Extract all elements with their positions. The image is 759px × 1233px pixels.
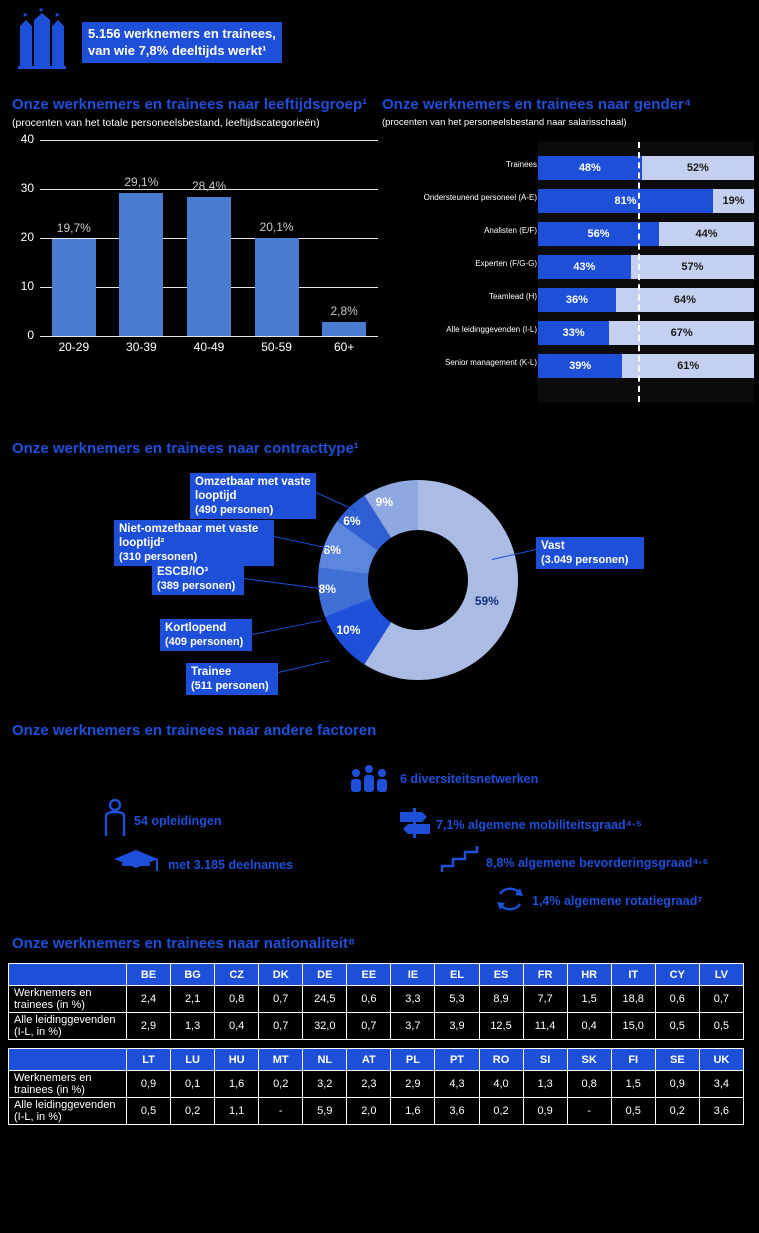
column-header: CY (655, 964, 699, 986)
headline-banner (82, 22, 282, 63)
factor-promotion-rate: 8,8% algemene bevorderingsgraad⁴·⁶ (486, 856, 709, 870)
table-header-row (9, 964, 744, 986)
table-cell: 0,8 (215, 986, 259, 1013)
bar-segment-men: 61% (622, 354, 754, 378)
callout-count: (409 personen) (165, 636, 244, 648)
table-cell: 8,9 (479, 986, 523, 1013)
x-axis-label: 30-39 (126, 340, 157, 354)
table-cell: 0,6 (347, 986, 391, 1013)
column-header: DE (303, 964, 347, 986)
bar-value-label: 28,4% (191, 178, 227, 193)
row-header: Werknemers en trainees (in %) (9, 986, 127, 1013)
bar-segment-men: 64% (616, 288, 754, 312)
table-cell: 3,9 (435, 1013, 479, 1040)
gender-bar-row (538, 288, 754, 312)
callout-label: ESCB/IO³ (157, 566, 209, 578)
gender-chart-subtitle: (procenten van het personeelsbestand naar salarisschaal) (382, 117, 627, 128)
table-cell: 11,4 (523, 1013, 567, 1040)
bar-segment-women: 43% (538, 255, 631, 279)
y-axis-tick: 10 (20, 279, 34, 293)
y-axis-tick: 30 (20, 181, 34, 195)
table-cell: 3,7 (391, 1013, 435, 1040)
factor-diversity-networks: 6 diversiteitsnetwerken (400, 772, 539, 786)
bar-segment-women: 48% (538, 156, 642, 180)
column-header: NL (303, 1049, 347, 1071)
callout-count: (389 personen) (157, 580, 236, 592)
table-cell: 1,5 (567, 986, 611, 1013)
column-header: MT (259, 1049, 303, 1071)
table-row (9, 1098, 744, 1125)
donut-slice-label: 59% (474, 594, 499, 609)
callout-label: Niet-omzetbaar met vaste looptijd² (119, 523, 259, 549)
bar-segment-women: 39% (538, 354, 622, 378)
column-header: LT (127, 1049, 171, 1071)
table-cell: 0,2 (259, 1071, 303, 1098)
table-cell: 0,6 (655, 986, 699, 1013)
column-header: ES (479, 964, 523, 986)
bar-value-label: 20,1% (259, 219, 294, 234)
table-cell: 0,9 (523, 1098, 567, 1125)
gender-bar-row (538, 156, 754, 180)
table-cell: 5,3 (435, 986, 479, 1013)
table-cell: 3,6 (699, 1098, 743, 1125)
other-factors-block (8, 722, 748, 922)
headline-line-1: 5.156 werknemers en trainees, (88, 26, 276, 41)
row-header: Alle leidinggevenden (I-L, in %) (9, 1013, 127, 1040)
row-header: Alle leidinggevenden (I-L, in %) (9, 1098, 127, 1125)
bar-segment-women: 33% (538, 321, 609, 345)
column-header: LU (171, 1049, 215, 1071)
bar-segment-men: 19% (713, 189, 754, 213)
svg-text:★: ★ (22, 12, 29, 19)
table-cell: 0,2 (655, 1098, 699, 1125)
bar (119, 193, 163, 336)
stairs-icon (440, 844, 480, 874)
table-cell: 1,5 (611, 1071, 655, 1098)
gender-bar-row (538, 255, 754, 279)
bar-segment-women: 81% (538, 189, 713, 213)
other-factors-title: Onze werknemers en trainees naar andere factoren (12, 722, 377, 739)
donut-slice-label: 8% (318, 582, 336, 597)
table-cell: 2,3 (347, 1071, 391, 1098)
table-cell: 0,2 (171, 1098, 215, 1125)
age-chart-block (8, 96, 378, 375)
table-row (9, 1071, 744, 1098)
donut-slice-label: 10% (336, 622, 361, 637)
bar-segment-women: 36% (538, 288, 616, 312)
column-header: UK (699, 1049, 743, 1071)
donut-callout (114, 520, 274, 566)
callout-label: Trainee (191, 666, 232, 678)
table-cell: 2,0 (347, 1098, 391, 1125)
table-cell: 3,6 (435, 1098, 479, 1125)
column-header: PT (435, 1049, 479, 1071)
column-header: DK (259, 964, 303, 986)
column-header: BG (171, 964, 215, 986)
factor-participations: met 3.185 deelnames (168, 858, 294, 872)
column-header: BE (127, 964, 171, 986)
table-cell: 0,2 (479, 1098, 523, 1125)
callout-label: Vast (541, 540, 565, 552)
gender-category-label: Analisten (E/F) (484, 226, 537, 235)
row-header: Werknemers en trainees (in %) (9, 1071, 127, 1098)
callout-label: Kortlopend (165, 622, 227, 634)
bar-value-label: 2,8% (330, 304, 358, 319)
factor-mobility-rate: 7,1% algemene mobiliteitsgraad⁴·⁵ (436, 818, 642, 832)
factor-rotation-rate: 1,4% algemene rotatiegraad⁷ (532, 894, 703, 908)
svg-text:★: ★ (54, 12, 61, 19)
callout-label: Omzetbaar met vaste looptijd (195, 476, 311, 502)
table-cell: 0,7 (259, 986, 303, 1013)
gender-category-label: Senior management (K-L) (444, 358, 537, 367)
table-corner-cell (9, 964, 127, 986)
x-axis-label: 50-59 (261, 340, 292, 354)
column-header: AT (347, 1049, 391, 1071)
contract-chart-title: Onze werknemers en trainees naar contracttype¹ (12, 440, 359, 457)
svg-text:★: ★ (38, 8, 45, 14)
table-cell: 0,9 (655, 1071, 699, 1098)
nationality-block (8, 935, 752, 1125)
table-cell: - (567, 1098, 611, 1125)
table-cell: 18,8 (611, 986, 655, 1013)
donut-slice-label: 6% (343, 513, 361, 528)
grid-line (40, 140, 378, 141)
bar-value-label: 19,7% (56, 221, 91, 236)
column-header: CZ (215, 964, 259, 986)
gender-bar-row (538, 222, 754, 246)
callout-count: (490 personen) (195, 504, 274, 516)
gender-midline (638, 142, 640, 402)
column-header: IT (611, 964, 655, 986)
nationality-title: Onze werknemers en trainees naar nationaliteit⁸ (12, 935, 356, 952)
table-cell: 2,4 (127, 986, 171, 1013)
callout-count: (3.049 personen) (541, 554, 629, 566)
column-header: LV (699, 964, 743, 986)
y-axis-tick: 0 (27, 328, 34, 342)
donut-callout (186, 663, 278, 695)
ecb-logo (16, 8, 68, 70)
donut-callout (190, 473, 316, 519)
nationality-table-1 (8, 963, 744, 1040)
table-row (9, 986, 744, 1013)
column-header: SK (567, 1049, 611, 1071)
callout-count: (511 personen) (191, 680, 269, 692)
table-cell: - (259, 1098, 303, 1125)
table-cell: 0,4 (567, 1013, 611, 1040)
table-cell: 1,3 (523, 1071, 567, 1098)
table-row (9, 1013, 744, 1040)
table-cell: 1,3 (171, 1013, 215, 1040)
network-people-icon (348, 764, 390, 798)
table-cell: 0,7 (259, 1013, 303, 1040)
table-cell: 1,6 (215, 1071, 259, 1098)
bar-segment-men: 67% (609, 321, 754, 345)
column-header: IE (391, 964, 435, 986)
table-cell: 0,9 (127, 1071, 171, 1098)
gender-category-label: Ondersteunend personeel (A-E) (423, 193, 537, 202)
table-cell: 3,3 (391, 986, 435, 1013)
donut-callout (536, 537, 644, 569)
table-corner-cell (9, 1049, 127, 1071)
person-icon (102, 798, 128, 838)
column-header: PL (391, 1049, 435, 1071)
gender-category-label: Alle leidinggevenden (I-L) (446, 325, 537, 334)
table-cell: 3,4 (699, 1071, 743, 1098)
table-cell: 0,5 (655, 1013, 699, 1040)
table-cell: 0,5 (699, 1013, 743, 1040)
donut-callout (152, 563, 244, 595)
signpost-icon (398, 804, 432, 840)
graduation-cap-icon (112, 846, 160, 878)
gender-chart-title: Onze werknemers en trainees naar gender⁴ (382, 96, 692, 113)
gender-bar-row (538, 354, 754, 378)
table-cell: 24,5 (303, 986, 347, 1013)
gender-bar-row (538, 321, 754, 345)
headline-line-2: van wie 7,8% deeltijds werkt¹ (88, 43, 267, 58)
bar-segment-men: 52% (642, 156, 754, 180)
x-axis-label: 40-49 (193, 340, 225, 354)
table-cell: 0,5 (127, 1098, 171, 1125)
column-header: EE (347, 964, 391, 986)
table-cell: 2,1 (171, 986, 215, 1013)
rotation-arrows-icon (494, 884, 526, 914)
bar-segment-women: 56% (538, 222, 659, 246)
column-header: FI (611, 1049, 655, 1071)
column-header: SI (523, 1049, 567, 1071)
table-cell: 2,9 (391, 1071, 435, 1098)
age-chart-subtitle: (procenten van het totale personeelsbestand, leeftijdscategorieën) (12, 117, 320, 129)
table-cell: 3,2 (303, 1071, 347, 1098)
bar-value-label: 29,1% (124, 175, 159, 190)
column-header: HR (567, 964, 611, 986)
contract-chart-block (8, 440, 748, 710)
table-cell: 15,0 (611, 1013, 655, 1040)
bar (52, 239, 96, 336)
column-header: HU (215, 1049, 259, 1071)
gender-bar-row (538, 189, 754, 213)
table-cell: 4,0 (479, 1071, 523, 1098)
table-cell: 4,3 (435, 1071, 479, 1098)
grid-line (40, 336, 378, 337)
bar-segment-men: 57% (631, 255, 754, 279)
table-cell: 0,7 (699, 986, 743, 1013)
table-header-row (9, 1049, 744, 1071)
table-cell: 0,1 (171, 1071, 215, 1098)
table-cell: 7,7 (523, 986, 567, 1013)
column-header: FR (523, 964, 567, 986)
gender-stacked-bars (538, 142, 754, 402)
age-chart-title: Onze werknemers en trainees naar leeftijdsgroep¹ (12, 96, 368, 113)
table-cell: 0,7 (347, 1013, 391, 1040)
table-cell: 1,1 (215, 1098, 259, 1125)
table-cell: 0,8 (567, 1071, 611, 1098)
x-axis-label: 60+ (334, 340, 355, 354)
gender-category-label: Experten (F/G-G) (475, 259, 537, 268)
table-cell: 0,4 (215, 1013, 259, 1040)
gender-category-label: Trainees (506, 160, 537, 169)
table-cell: 2,9 (127, 1013, 171, 1040)
nationality-table-2 (8, 1048, 744, 1125)
callout-count: (310 personen) (119, 551, 198, 563)
donut-callout (160, 619, 252, 651)
gender-chart-block (382, 96, 754, 129)
column-header: EL (435, 964, 479, 986)
donut-slice-label: 8% (323, 542, 341, 557)
header (0, 0, 759, 80)
table-cell: 5,9 (303, 1098, 347, 1125)
table-cell: 32,0 (303, 1013, 347, 1040)
gender-category-label: Teamlead (H) (488, 292, 537, 301)
x-axis-label: 20-29 (58, 340, 90, 354)
column-header: SE (655, 1049, 699, 1071)
donut-slice-label: 9% (375, 495, 394, 510)
age-bar-chart (8, 132, 378, 375)
table-cell: 12,5 (479, 1013, 523, 1040)
column-header: RO (479, 1049, 523, 1071)
bar (255, 238, 299, 336)
factor-trainings: 54 opleidingen (134, 814, 222, 828)
y-axis-tick: 20 (20, 230, 34, 244)
donut-hole (368, 530, 468, 630)
bar (187, 197, 231, 336)
bar-segment-men: 44% (659, 222, 754, 246)
y-axis-tick: 40 (20, 132, 34, 146)
table-cell: 1,6 (391, 1098, 435, 1125)
table-cell: 0,5 (611, 1098, 655, 1125)
